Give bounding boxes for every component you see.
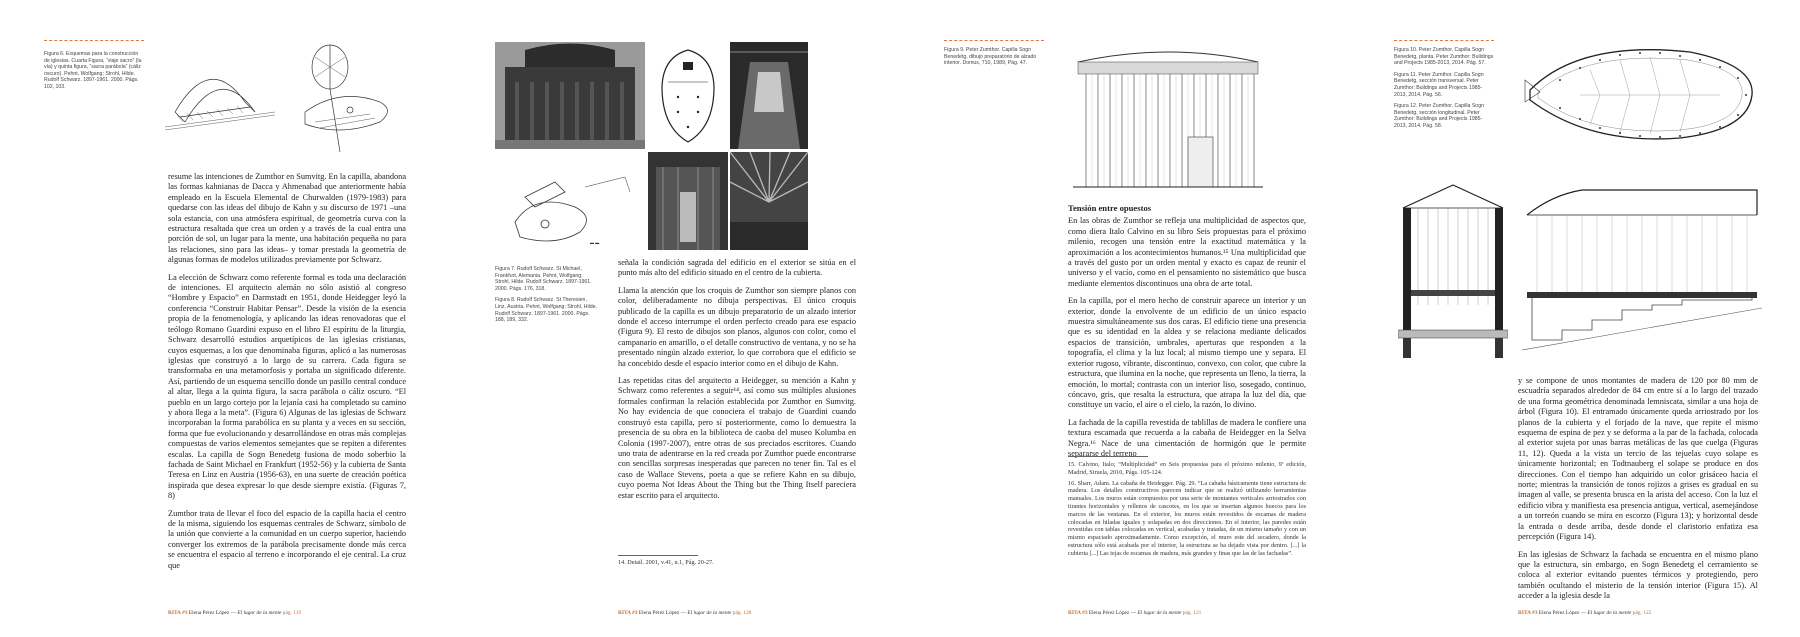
journal-name: RITA #3 (1518, 610, 1538, 616)
captions-figures-7-8 (495, 266, 597, 329)
caption-text: Figura 7. Rudolf Schwarz. St Michael, Frankfurt, Alemania. Pehnt, Wolfgang; Strohl, Hilde. Rudolf Schwarz. 1897-1961. 2000. Págs. 176, 318. (495, 266, 592, 292)
page-number: pág. 121 (1182, 610, 1202, 616)
figure-6-sketches (165, 42, 405, 160)
caption-text: Figura 11. Peter Zumthor. Capilla Sogn Benedetg, sección transversal. Peter Zumthor: Buildings and Projects 1985-2013, 2014. Pág. 56. (1394, 71, 1484, 98)
paragraph: La elección de Schwarz como referente formal es toda una declaración de intenciones. El arquitecto alemán no sólo asistió al congreso “Hombre y Espacio” en Darmstadt en 1951, donde Heidegger leyó la conferencia “Construir Habitar Pensar”. Desde la visión de la esencia propia de la fenomenología, y aplicando las ideas renovadoras que el teólogo Romano Guardini expuso en el libro El espíritu de la liturgia, Schwarz desarrolló estudios arquetípicos de las iglesias cristianas, cuyos esquemas, a los que denominaba figuras, aplicó a las numerosas iglesias que construyó a lo largo de su carrera. Cada figura se transformaba en una metamorfosis y portaba un significado diferente. Así, partiendo de un esquema sencillo donde un pasillo central conduce al altar, llega a la quinta figura, la sacra parábola o cáliz oscuro. “El pueblo en un largo cortejo por la lejanía casi ha completado su camino y ahora llega a la meta”. (Figura 6) Algunas de las iglesias de Schwarz incorporaban la forma parabólica en su planta y a veces en su sección, forma que fue evolucionando y desarrollándose en otras más complejas compuestas de varios elementos semejantes que se repiten a diferentes escalas. La capilla de Sogn Benedetg fusiona de modo soberbio la fachada de Saint Michael en Frankfurt (1952-56) y la cubierta de Santa Teresa en Linz en Austria (1956-63), en una suerte de creación poética inspirada que desea expresar lo que desde siempre existía. (Figuras 7, 8) (168, 272, 406, 501)
article-title: El lugar de la mente (1587, 610, 1632, 616)
paragraph: La fachada de la capilla revestida de tablillas de madera le confiere una textura escamada que recuerda a la cabaña de Heidegger en la Selva Negra.¹⁶ Nace de una cimentación de hormigón que le permite separarse del terreno (1068, 417, 1306, 458)
footnote: 16. Sharr, Adam. La cabaña de Heidegger. Pág. 29. “La cabaña básicamente tiene estructura de madera. Los detalles constructivos parecen indicar que se realizó utilizando herramientas manuales. Los muros están compuestos por una serie de montantes verticales arriostrados con tirantes horizontales y rellenos de cascotes, en los que se insertan algunos huecos para los marcos de las ventanas. En el exterior, los muros están revestidos de escamas de madera colocadas en hiladas iguales y solapadas en dos direcciones. En el interior, las paredes están revestidas con tablas colocadas en vertical, acabadas y tratadas, de un mismo tamaño y con un mismo espaciado aproximadamente. Como excepción, el muro este del secadero, donde la estructura sólo está acabada por el interior, la estructura se ha dejado vista por dentro. [...] la cubierta [...] Las tejas de escamas de madera, más grandes y finas que las de las fachadas”. (1068, 479, 1306, 557)
author: Elena Pérez López (1538, 610, 1580, 616)
author: Elena Pérez López (638, 610, 680, 616)
top-rule (1394, 40, 1494, 41)
journal-name: RITA #3 (168, 610, 188, 616)
figure-9-interior-elevation-drawing (1068, 42, 1268, 192)
article-title: El lugar de la mente (687, 610, 732, 616)
page-121 (900, 0, 1350, 637)
svg-text:▬ ▬: ▬ ▬ (590, 240, 600, 245)
top-rule (44, 40, 144, 41)
body-text (168, 172, 406, 578)
page-footer: RITA #3 Elena Pérez López — El lugar de la mente pág. 121 (1068, 610, 1202, 616)
captions-figures-10-12 (1394, 47, 1494, 135)
body-text (1518, 376, 1758, 609)
photo-st-michael-exterior (495, 42, 645, 149)
footnote-rule (618, 555, 698, 556)
figure-10-plan-leaf-shape (1520, 40, 1760, 148)
paragraph: Las repetidas citas del arquitecto a Heidegger, su mención a Kahn y Schwarz como referentes a seguir¹⁴, así como sus múltiples alusiones formales confirman la relación establecida por Zumthor en Sumvitg. No hay evidencia de que conociera el trabajo de Guardini cuando construyó esta capilla, pero sí posteriormente, como lo demuestra la presencia de su obra en la biblioteca de caoba del museo Kolumba en Colonia (1997-2007), entre otras de sus preciados escritores. Cuando uno trata de adentrarse en la red creada por Zumthor puede encontrarse con sencillas sorpresas inesperadas que parecen no tener fin. Tal es el caso de Wallace Stevens, poeta a que se refiere Kahn en su dibujo, cuyo poema Not Ideas About the Thing but the Thing Itself pareciera estar escrito para el arquitecto. (618, 376, 856, 500)
body-text (1068, 203, 1306, 466)
photo-st-theresien-roof (730, 152, 808, 250)
paragraph: y se compone de unos montantes de madera de 120 por 80 mm de escuadría separados alrededor de 84 cm entre sí a lo largo del trazado de una forma geométrica denominada lemniscata, similar a una hoja de árbol (Figura 10). El entramado únicamente queda arriostrado por los planos de la cubierta y el forjado de la nave, que repite el mismo esquema de espina de pez y se deforma a la par de la fachada, colocada al exterior sujeta por unas barras metálicas de las que cuelga (Figuras 11, 12). Queda a la vista un tercio de las tejuelas cuyo solape es únicamente horizontal; en Todtnauberg el solape se produce en dos direcciones. Con el tiempo han adquirido un color grisáceo hacia el norte; mientras la transición de tonos rojizos a grises es gradual en su imagen al valle, se presenta brusca en la arista del acceso. Con la luz el edificio vibra y manifiesta esa presencia antigua, vertical, asemejándose a un torreón cuando se mira en escorzo (Figura 13); y horizontal desde la entrada o desde arriba, desde donde el claristorio enfatiza esa percepción (Figura 14). (1518, 376, 1758, 542)
plan-st-theresien (495, 152, 645, 250)
footnotes (618, 559, 856, 570)
page-number: pág. 120 (732, 610, 752, 616)
page-119 (0, 0, 450, 637)
journal-name: RITA #3 (618, 610, 638, 616)
journal-name: RITA #3 (1068, 610, 1088, 616)
caption-text: Figura 6. Esquemas para la construcción de iglesias. Cuarta Figura, “viaje sacro” (la vía) y quinta figura, “sacra parábola” (cáliz oscuro). Pehnt, Wolfgang; Strohl, Hilde. Rudolf Schwarz. 1897-1961. 2000. Págs. 102, 103. (44, 51, 142, 90)
page-footer: RITA #3 Elena Pérez López — El lugar de la mente pág. 119 (168, 610, 302, 616)
figure-11-transverse-section (1398, 180, 1508, 360)
author: Elena Pérez López (188, 610, 230, 616)
caption-figure-6 (44, 51, 144, 96)
footnote: 14. Detail. 2001, v.41, n.1, Pág. 20-27. (618, 559, 714, 566)
page-122 (1350, 0, 1800, 637)
article-title: El lugar de la mente (1137, 610, 1182, 616)
author: Elena Pérez López (1088, 610, 1130, 616)
top-rule (944, 40, 1044, 41)
plan-st-michael (648, 42, 728, 149)
paragraph: señala la condición sagrada del edificio en el exterior se sitúa en el punto más alto del edificio situado en el centro de la cubierta. (618, 258, 856, 278)
paragraph: Zumthor trata de llevar el foco del espacio de la capilla hacia el centro de la misma, siguiendo los esquemas centrales de Schwarz, símbolo de la unión que convierte a la comunidad en un cuerpo superior, haciendo converger los extremos de la parábola precisamente donde más cerca se encuentra el espacio al terreno e incorporando el eje central. La cruz que (168, 508, 406, 570)
article-title: El lugar de la mente (237, 610, 282, 616)
photo-st-michael-interior (730, 42, 808, 149)
caption-text: Figura 8. Rudolf Schwarz. St Theresien, Linz, Austria. Pehnt, Wolfgang; Strohl, Hilde. Rudolf Schwarz. 1897-1961. 2000. Págs. 188, 189, 332. (495, 297, 597, 324)
page-120 (450, 0, 900, 637)
paragraph: resume las intenciones de Zumthor en Sumvitg. En la capilla, abandona las formas kahnianas de Dacca y Ahmenabad que anteriormente había empleado en la Escuela Elemental de Churwalden (1979-1983) para quedarse con las ideas del dibujo de Kahn y su discurso de 1971 –una sola estancia, con una atmósfera espiritual, de geometría curva con la estructura resaltada que crea un orden y a través de la cual entra una porción de sol, un lugar para la mente, una habitación pequeña no para las relaciones, sino para las ideas– y tomar prestada la geometría de algunas formas de modelos utilizados previamente por Schwarz. (168, 172, 406, 265)
caption-text: Figura 10. Peter Zumthor. Capilla Sogn Benedetg, planta. Peter Zumthor: Buildings and Projects 1985-2013, 2014. Pág. 57. (1394, 47, 1494, 67)
paragraph: Llama la atención que los croquis de Zumthor son siempre planos con color, deliberadamente no dibuja perspectivas. El único croquis publicado de la capilla es un dibujo preparatorio de un alzado interior donde el acceso interrumpe el orden perfecto creado para ese espacio (Figura 9). El resto de dibujos son planos, algunos con color, como el campanario en amarillo, o el detalle constructivo de ventana, y no se ha presentado ningún alzado exterior, lo que corrobora que el edificio se ha concebido desde el espacio interior como en el dibujo de Kahn. (618, 285, 856, 368)
caption-text: Figura 12. Peter Zumthor. Capilla Sogn Benedetg, sección longitudinal. Peter Zumthor: Buildings and Projects 1985-2013, 2014. Pág. 58. (1394, 103, 1484, 129)
photo-st-theresien-interior (648, 152, 728, 250)
footnote-rule (1068, 456, 1148, 457)
caption-figure-9 (944, 47, 1044, 72)
footnotes (1068, 461, 1306, 561)
paragraph: En las obras de Zumthor se refleja una multiplicidad de aspectos que, como diera Italo Calvino en su libro Seis propuestas para el próximo milenio, recogen una tensión entre la exactitud matemática y la aproximación a los acontecimientos humanos.¹⁵ Una multiplicidad que a través del gusto por un orden mental y exacto es capaz de reunir el universo y el vacío, como en el pensamiento no sistemático que busca mediante elementos discontinuos una obra de arte total. (1068, 216, 1306, 288)
paragraph: En la capilla, por el mero hecho de construir aparece un interior y un exterior, donde la envolvente de un edificio de un único espacio muestra simultáneamente sus dos caras. El edificio tiene una presencia que es su identidad en la aldea y se relaciona mediante delicados espacios de transición, umbrales, aperturas que responden a la topografía, el clima y la luz local; al mismo tiempo une y separa. El exterior rugoso, vibrante, discontinuo, convexo, con color, que cubre la estructura, que ilumina en la noche, que representa un lleno, la tierra, la emoción, lo mortal; contrasta con un interior liso, sosegado, continuo, cóncavo, gris, que resalta la estructura, que atrapa la luz del día, que constituye un vacío, el aire o el cielo, la razón, lo divino. (1068, 296, 1306, 410)
page-number: pág. 122 (1632, 610, 1652, 616)
caption-text: Figura 9. Peter Zumthor. Capilla Sogn Benedetg, dibujo preparatorio de alzado interior. Domus, 710, 1989, Pág. 47. (944, 47, 1037, 67)
paragraph: En las iglesias de Schwarz la fachada se encuentra en el mismo plano que la estructura, sin embargo, en Sogn Benedetg el cerramiento se coloca al exterior evitando puentes térmicos y protegiendo, pero también ocultando el misterio de la tensión interior (Figura 15). Al acceder a la iglesia desde la (1518, 549, 1758, 601)
page-number: pág. 119 (282, 610, 302, 616)
page-footer: RITA #3 Elena Pérez López — El lugar de la mente pág. 120 (618, 610, 752, 616)
figure-12-longitudinal-section (1522, 180, 1762, 360)
section-heading: Tensión entre opuestos (1068, 203, 1152, 213)
page-footer: RITA #3 Elena Pérez López — El lugar de la mente pág. 122 (1518, 610, 1652, 616)
footnote: 15. Calvino, Italo; “Multiplicidad” en Seis propuestas para el próximo milenio, 9ª edición, Madrid, Siruela, 2010, Págs. 105-124. (1068, 461, 1306, 476)
body-text (618, 258, 856, 508)
